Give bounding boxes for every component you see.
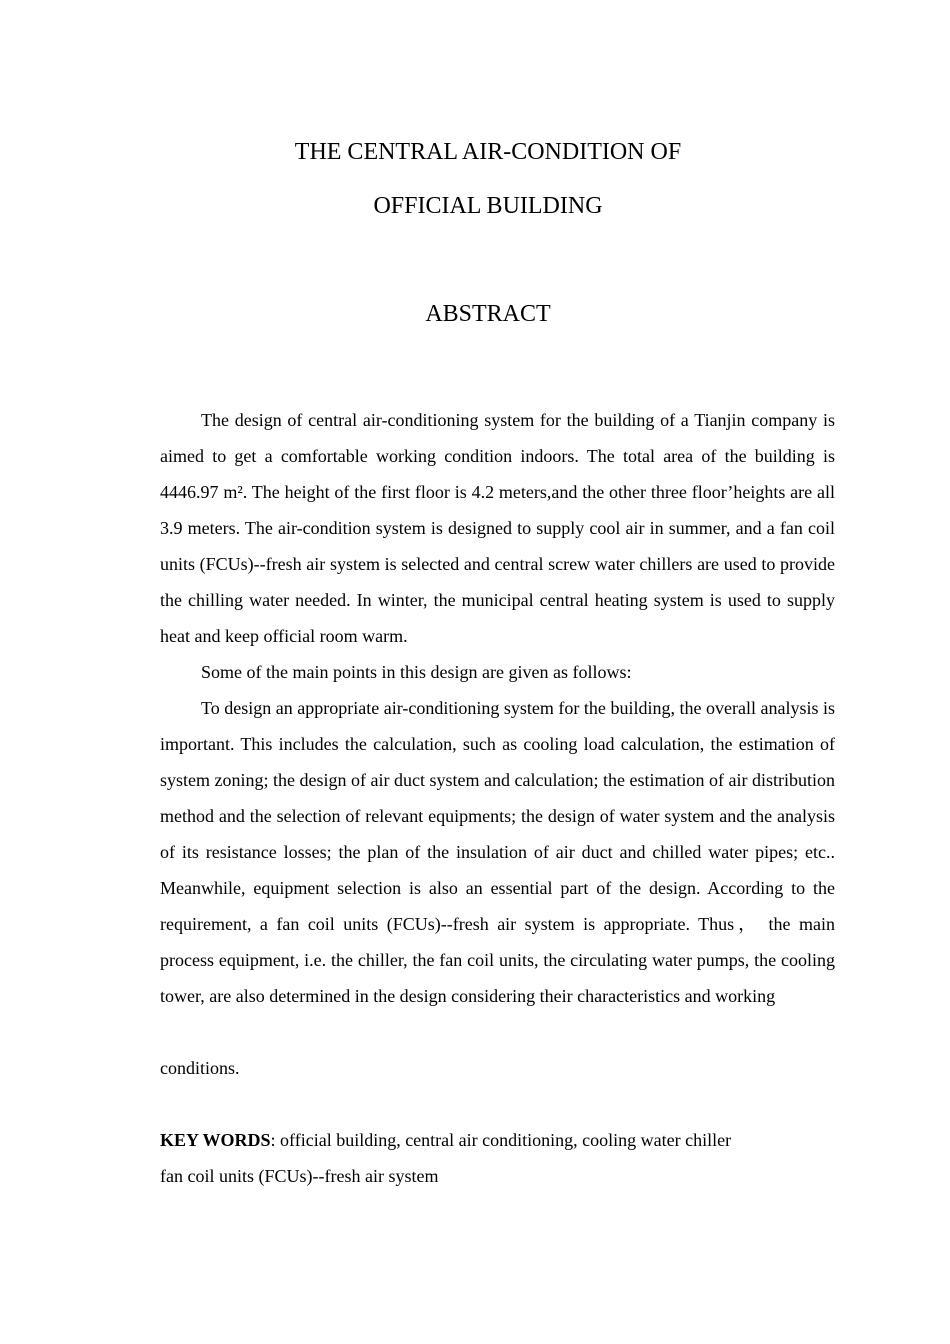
abstract-paragraph-3: To design an appropriate air-conditioning system for the building, the overall analysis is important. This includes the calculation, such as cooling load calculation, the estimation of system zoning; the design of air duct system and calculation; the estimation of air distribution method and the selection of relevant equipments; the design of water system and the analysis of its resistance losses; the plan of the insulation of air duct and chilled water pipes; etc.. Meanwhile, equipment selection is also an essential part of the design. According to the requirement, a fan coil units (FCUs)--fresh air system is appropriate. Thus， the main process equipment, i.e. the chiller, the fan coil units, the circulating water pumps, the cooling tower, are also determined in the design considering their characteristics and working <box>160 698 835 1006</box>
keywords-label: KEY WORDS <box>160 1130 271 1150</box>
keywords-text-1: official building, central air conditioning, cooling water chiller <box>280 1130 732 1150</box>
abstract-paragraph-3-tail: conditions. <box>160 1058 240 1078</box>
abstract-paragraph-1: The design of central air-conditioning system for the building of a Tianjin company is aimed to get a comfortable working condition indoors. The total area of the building is 4446.97 m². The height of the first floor is 4.2 meters,and the other three floor’heights are all 3.9 meters. The air-condition system is designed to supply cool air in summer, and a fan coil units (FCUs)--fresh air system is selected and central screw water chillers are used to provide the chilling water needed. In winter, the municipal central heating system is used to supply heat and keep official room warm. <box>160 410 835 646</box>
keywords-line-2: fan coil units (FCUs)--fresh air system <box>160 1166 439 1186</box>
keywords-line-1 <box>160 1122 835 1158</box>
keywords-separator: : <box>270 1130 281 1150</box>
abstract-paragraph-2: Some of the main points in this design are given as follows: <box>201 662 632 682</box>
abstract-heading: ABSTRACT <box>425 301 551 327</box>
title-line-1: THE CENTRAL AIR-CONDITION OF <box>294 139 682 165</box>
title-line-2: OFFICIAL BUILDING <box>373 193 603 219</box>
